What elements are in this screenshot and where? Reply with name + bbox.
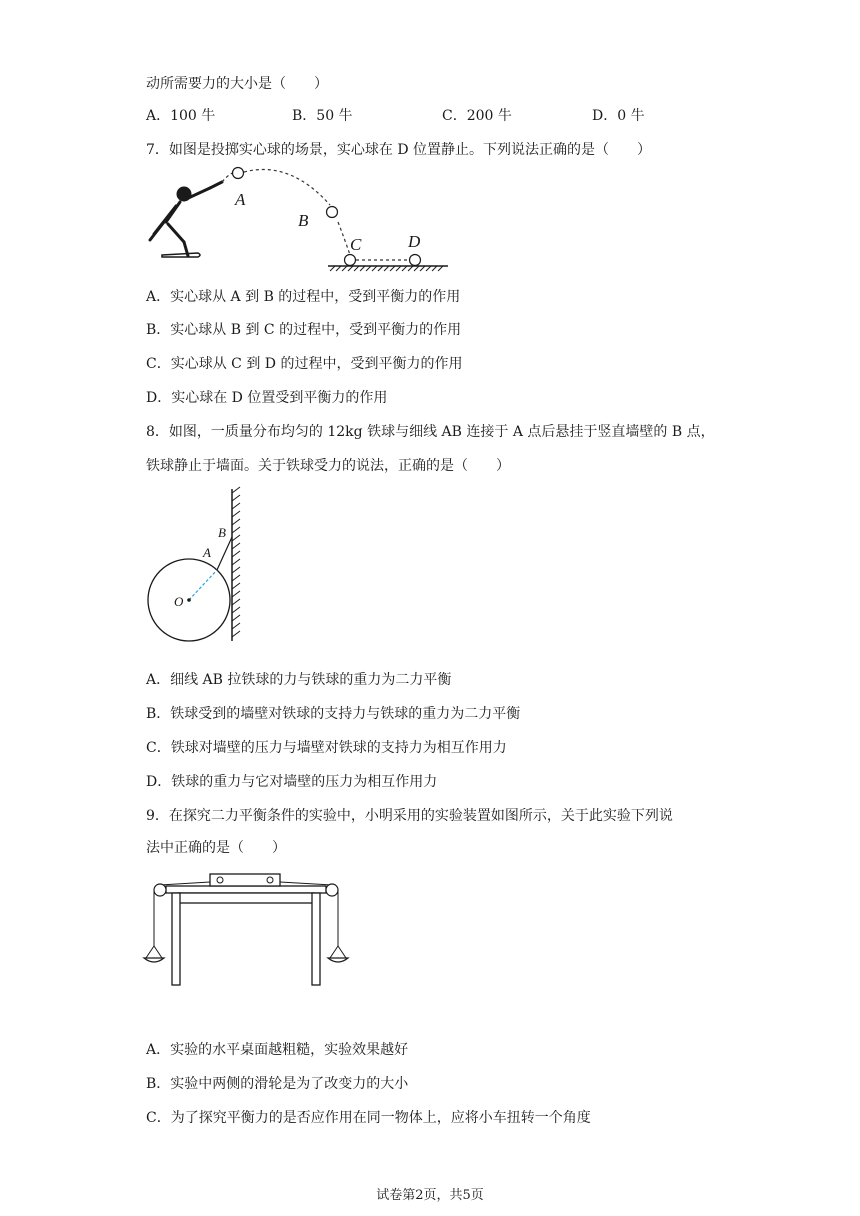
q8-figure-iron-ball [140, 485, 260, 645]
q8-stem-line1: 8．如图，一质量分布均匀的 12kg 铁球与细线 AB 连接于 A 点后悬挂于竖直墙壁的 B 点， [146, 424, 715, 440]
table-leg-right [312, 893, 320, 985]
center-dot [187, 598, 191, 602]
pulley-right [326, 884, 338, 896]
q6-option-c: C．200 牛 [442, 108, 512, 124]
label-b: B [218, 525, 226, 540]
q7-stem: 7．如图是投掷实心球的场景，实心球在 D 位置静止。下列说法正确的是（ ） [146, 142, 652, 158]
throw-circle-mark [162, 253, 200, 257]
q6-stem-tail: 动所需要力的大小是（ ） [146, 76, 328, 92]
q9-option-a: A．实验的水平桌面越粗糙，实验效果越好 [146, 1042, 409, 1058]
q7-option-c: C．实心球从 C 到 D 的过程中，受到平衡力的作用 [146, 356, 463, 372]
weight-pan-right [328, 958, 348, 962]
q7-option-a: A．实心球从 A 到 B 的过程中，受到平衡力的作用 [146, 289, 461, 305]
table-leg-left [172, 893, 180, 985]
q9-option-b: B．实验中两侧的滑轮是为了改变力的大小 [146, 1076, 409, 1092]
pulley-left [154, 884, 166, 896]
q8-option-c: C．铁球对墙壁的压力与墙壁对铁球的支持力为相互作用力 [146, 740, 507, 756]
label-d: D [408, 232, 421, 251]
q9-option-c: C．为了探究平衡力的是否应作用在同一物体上，应将小车扭转一个角度 [146, 1110, 591, 1126]
label-o: O [174, 594, 184, 609]
label-c: C [350, 235, 362, 254]
q6-option-d: D．0 牛 [592, 108, 645, 124]
q6-option-b: B．50 牛 [292, 108, 353, 124]
q9-stem-line2: 法中正确的是（ ） [146, 840, 286, 856]
q7-option-d: D．实心球在 D 位置受到平衡力的作用 [146, 390, 388, 406]
q8-option-a: A．细线 AB 拉铁球的力与铁球的重力为二力平衡 [146, 672, 452, 688]
label-b: B [298, 211, 309, 230]
athlete-figure [150, 182, 222, 256]
ball-d [410, 255, 421, 266]
q8-stem-line2: 铁球静止于墙面。关于铁球受力的说法，正确的是（ ） [146, 458, 510, 474]
page-footer: 试卷第2页，共5页 [376, 1188, 484, 1203]
string-ab [217, 537, 232, 570]
ball-b [327, 207, 338, 218]
q7-option-b: B．实心球从 B 到 C 的过程中，受到平衡力的作用 [146, 322, 462, 338]
ball-c [345, 255, 356, 266]
q7-figure-shot-put [140, 160, 460, 275]
table-apron [178, 893, 314, 903]
q8-option-d: D．铁球的重力与它对墙壁的压力为相互作用力 [146, 774, 438, 790]
table-top [166, 886, 326, 893]
label-a: A [235, 190, 246, 209]
q8-option-b: B．铁球受到的墙壁对铁球的支持力与铁球的重力为二力平衡 [146, 706, 521, 722]
q9-stem-line1: 9．在探究二力平衡条件的实验中，小明采用的实验装置如图所示，关于此实验下列说 [146, 808, 673, 824]
trajectory-dashed [244, 169, 330, 205]
q9-figure-experiment [140, 870, 360, 990]
weight-pan-left [144, 958, 164, 962]
label-a: A [203, 545, 211, 560]
ball-a [233, 168, 244, 179]
q6-option-a: A．100 牛 [146, 108, 216, 124]
